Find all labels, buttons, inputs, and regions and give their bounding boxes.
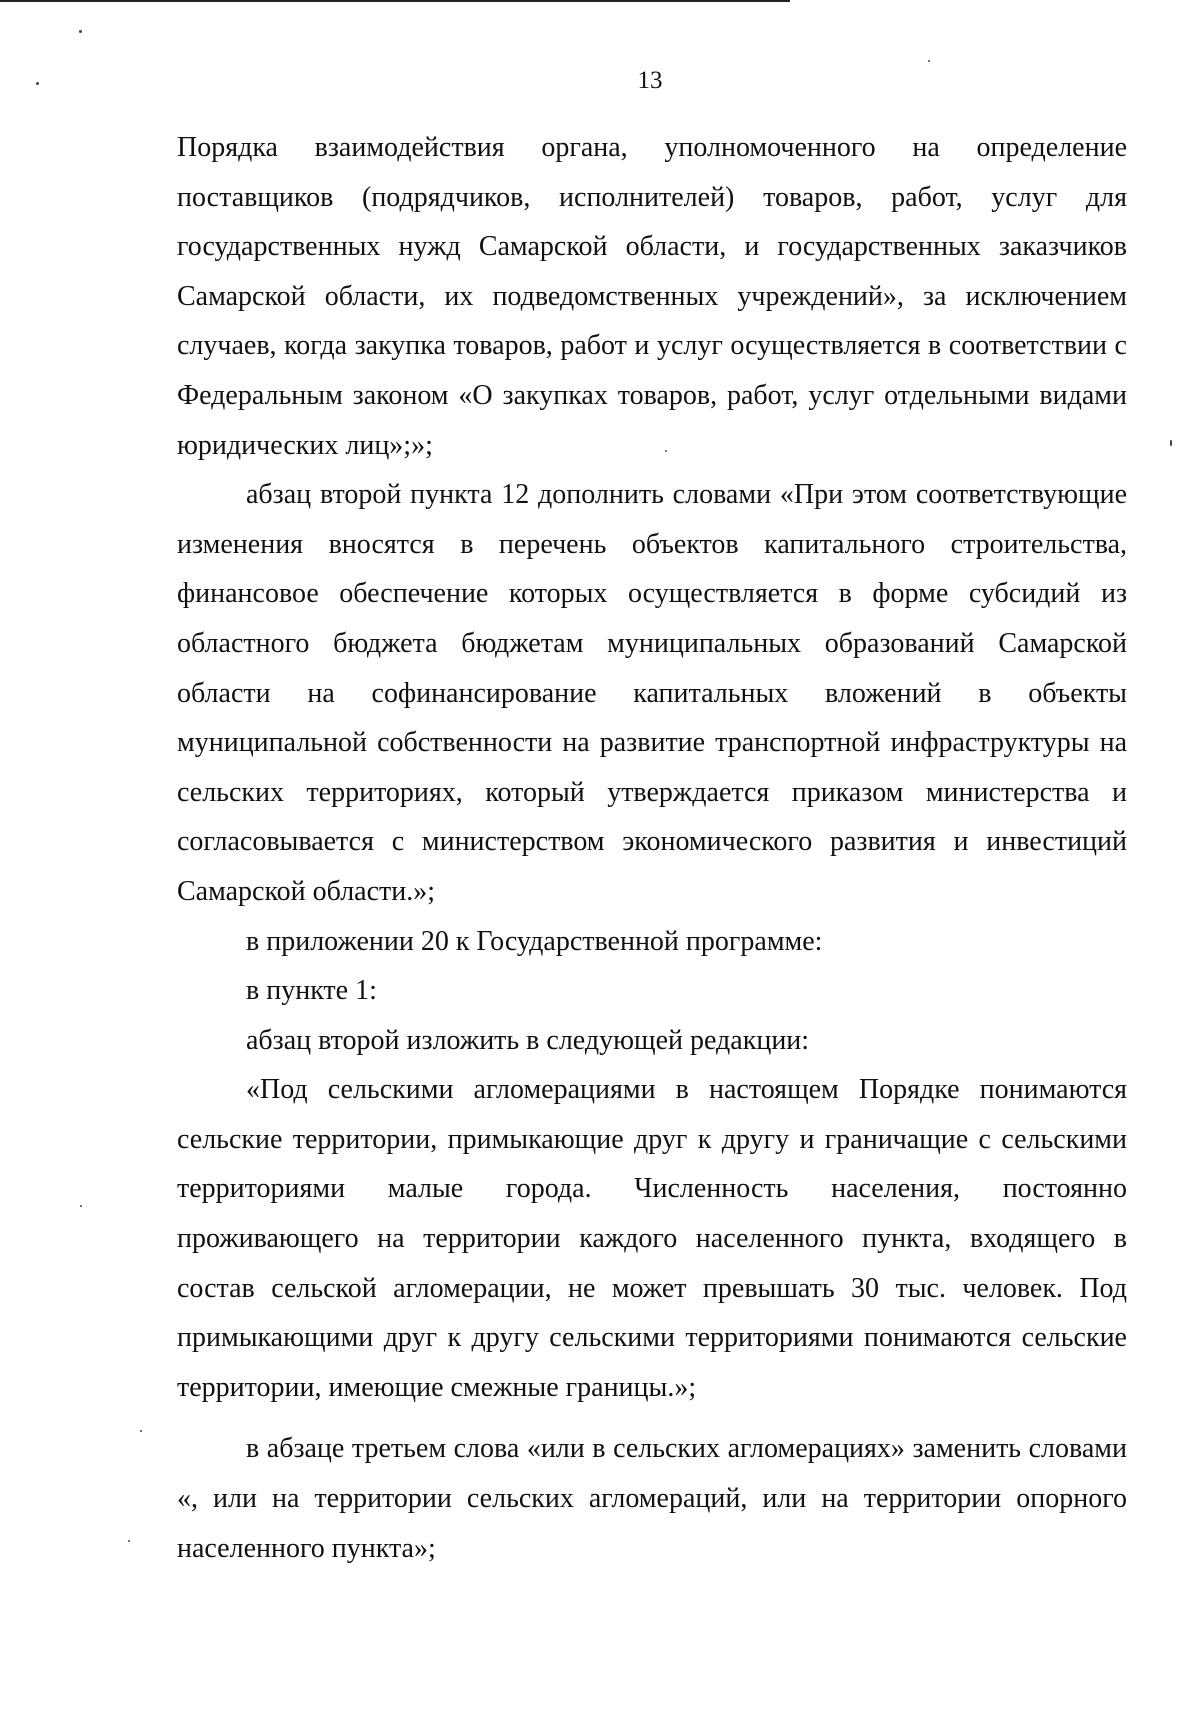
page-number: 13 — [637, 67, 663, 94]
scan-speck — [80, 1205, 82, 1207]
scan-speck — [128, 1540, 130, 1542]
paragraph-continuation: Порядка взаимодействия органа, уполномоченного на определение поставщиков (подрядчиков, исполнителей) товаров, работ, услуг для государственных нужд Самарской области, и государственных заказчиков Самарской области, их подведомственных учреждений», за исключением случаев, когда закупка товаров, работ и услуг осуществляется в соответствии с Федеральным законом «О закупках товаров, работ, услуг отдельными видами юридических лиц»;»; — [177, 132, 1127, 461]
paragraph-agglomeration-definition: «Под сельскими агломерациями в настоящем Порядке понимаются сельские территории, примыкающие друг к другу и граничащие с сельскими территориями малые города. Численность населения, постоянно проживающего на территории каждого населенного пункта, входящего в состав сельской агломерации, не может превышать 30 тыс. человек. Под примыкающими друг к другу сельскими территориями понимаются сельские территории, имеющие смежные границы.»; — [177, 1074, 1127, 1403]
scan-speck — [140, 1430, 142, 1432]
paragraph-third-abzac: в абзаце третьем слова «или в сельских агломерациях» заменить словами «, или на территории сельских агломераций, или на территории опорного населенного пункта»; — [177, 1433, 1127, 1564]
scan-speck — [79, 30, 82, 33]
scan-speck — [928, 60, 930, 62]
scan-speck — [665, 450, 667, 452]
paragraph-appendix-20: в приложении 20 к Государственной программе: — [246, 925, 823, 957]
scan-speck — [36, 82, 39, 85]
paragraph-clause-12: абзац второй пункта 12 дополнить словами «При этом соответствующие изменения вносятся в перечень объектов капитального строительства, финансовое обеспечение которых осуществляется в форме субсидий из областного бюджета бюджетам муниципальных образований Самарской области на софинансирование капитальных вложений в объекты муниципальной собственности на развитие транспортной инфраструктуры на сельских территориях, который утверждается приказом министерства и согласовывается с министерством экономического развития и инвестиций Самарской области.»; — [177, 479, 1127, 907]
top-rule — [0, 0, 790, 2]
scan-speck — [1170, 440, 1172, 446]
document-body — [177, 123, 1127, 1573]
paragraph-point-1: в пункте 1: — [246, 975, 377, 1007]
paragraph-second-abzac: абзац второй изложить в следующей редакции: — [246, 1024, 810, 1056]
